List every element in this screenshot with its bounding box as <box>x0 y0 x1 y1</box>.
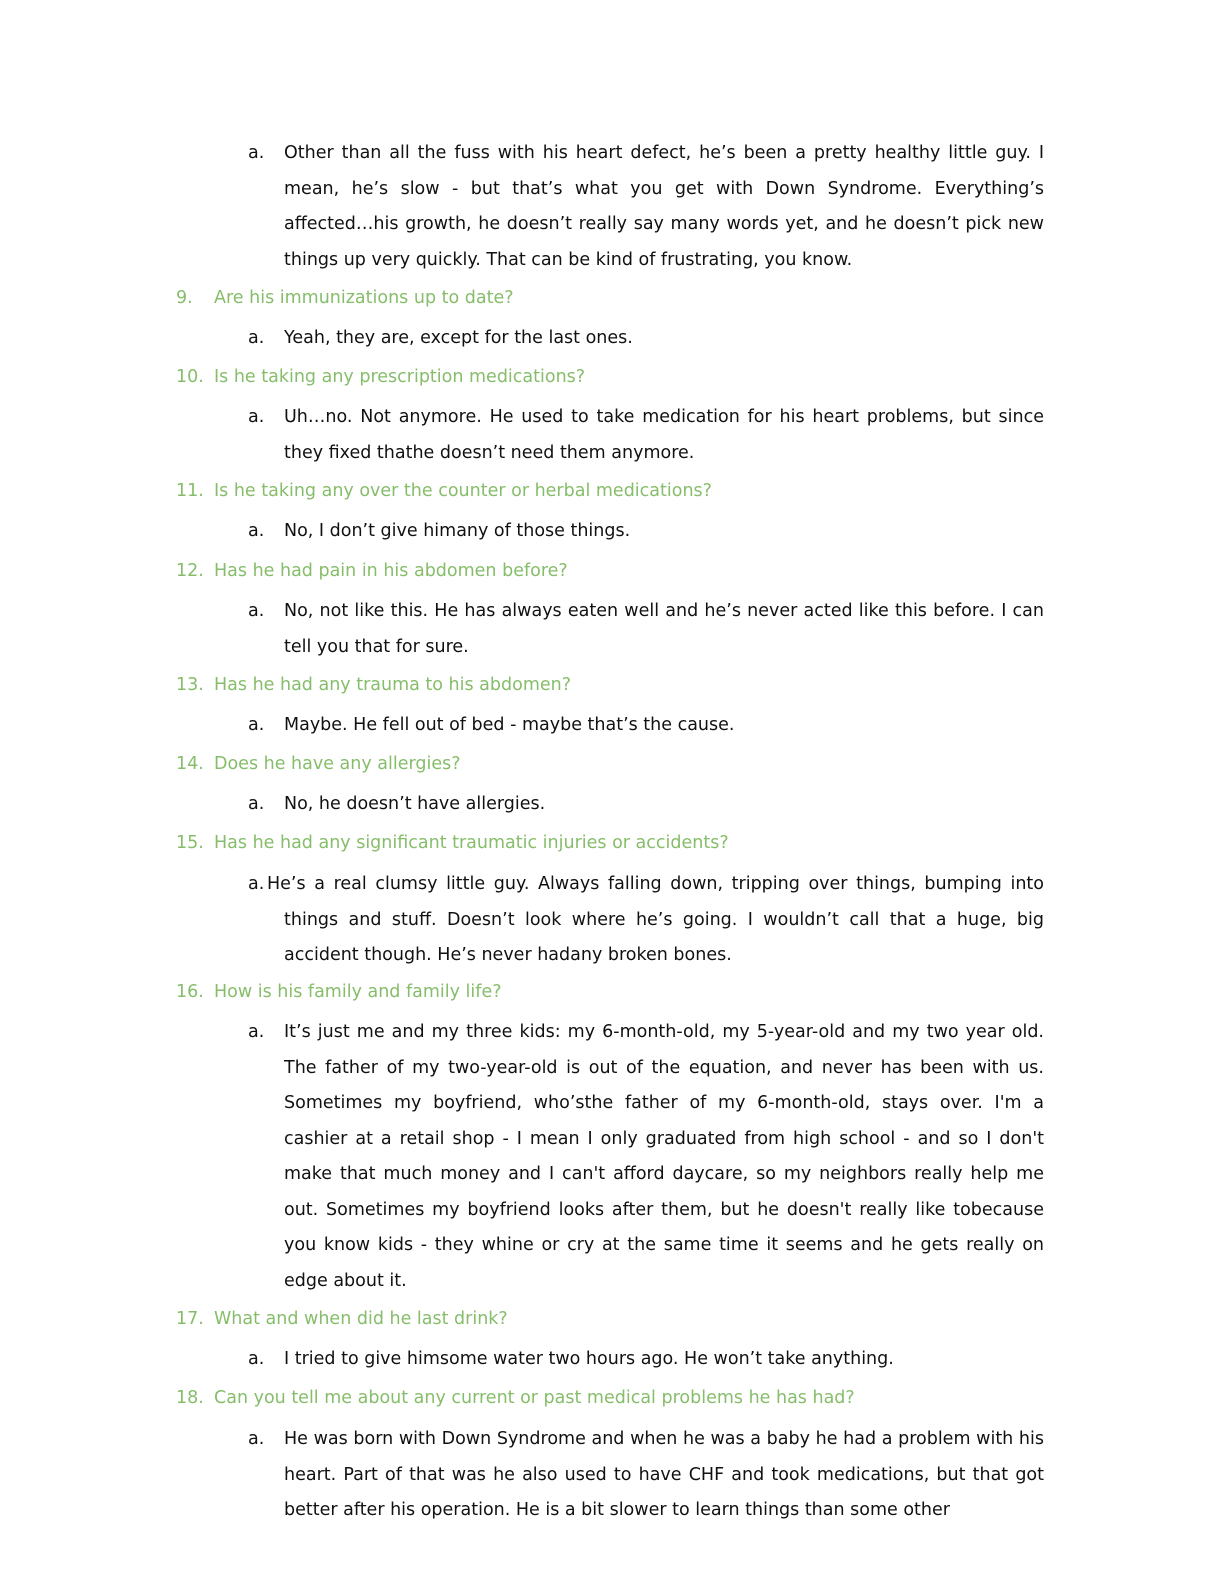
question-text: Has he had any trauma to his abdomen? <box>214 675 572 695</box>
question-number: 14. <box>176 754 204 774</box>
answer-11a <box>248 514 1044 550</box>
answer-label: a. <box>248 143 265 163</box>
answer-text: Maybe. He fell out of bed - maybe that’s the cause. <box>284 715 735 735</box>
answer-label: a. <box>248 1022 265 1042</box>
question-number: 13. <box>176 675 204 695</box>
answer-text: No, I don’t give himany of those things. <box>284 521 631 541</box>
answer-16a <box>248 1015 1044 1299</box>
answer-text: He was born with Down Syndrome and when he was a baby he had a problem with his heart. Part of that was he also used to have CHF and took medications, but that got better after his operation. He is a bit slower to learn things than some other <box>284 1429 1044 1520</box>
answer-text: It’s just me and my three kids: my 6-month-old, my 5-year-old and my two year old. The father of my two-year-old is out of the equation, and never has been with us. Sometimes my boyfriend, who’sthe father of my 6-month-old, stays over. I'm a cashier at a retail shop - I mean I only graduated from high school - and so I don't make that much money and I can't afford daycare, so my neighbors really help me out. Sometimes my boyfriend looks after them, but he doesn't really like tobecause you know kids - they whine or cry at the same time it seems and he gets really on edge about it. <box>284 1022 1044 1291</box>
question-text: Has he had any significant traumatic injuries or accidents? <box>214 833 729 853</box>
answer-8a <box>248 136 1044 278</box>
answer-text: Other than all the fuss with his heart defect, he’s been a pretty healthy little guy. I mean, he’s slow - but that’s what you get with Down Syndrome. Everything’s affected…his growth, he doesn’t really say many words yet, and he doesn’t pick new things up very quickly. That can be kind of frustrating, you know. <box>284 143 1044 270</box>
question-text: What and when did he last drink? <box>214 1309 508 1329</box>
answer-label: a. <box>248 407 265 427</box>
question-number: 17. <box>176 1309 204 1329</box>
answer-label: a. <box>248 1429 265 1449</box>
question-number: 10. <box>176 367 204 387</box>
answer-15a <box>248 867 1044 974</box>
question-number: 16. <box>176 982 204 1002</box>
question-number: 11. <box>176 481 204 501</box>
answer-12a <box>248 594 1044 665</box>
question-text: Can you tell me about any current or past medical problems he has had? <box>214 1388 855 1408</box>
answer-label: a. <box>248 521 265 541</box>
question-number: 9. <box>176 288 193 308</box>
answer-label: a. <box>248 874 265 894</box>
answer-13a <box>248 708 1044 744</box>
answer-text: I tried to give himsome water two hours ago. He won’t take anything. <box>284 1349 894 1369</box>
answer-17a <box>248 1342 1044 1378</box>
question-number: 18. <box>176 1388 204 1408</box>
question-text: Is he taking any over the counter or herbal medications? <box>214 481 712 501</box>
answer-18a <box>248 1422 1044 1529</box>
answer-label: a. <box>248 794 265 814</box>
answer-text: He’s a real clumsy little guy. Always falling down, tripping over things, bumping into things and stuff. Doesn’t look where he’s going. I wouldn’t call that a huge, big accident though. He’s never hadany broken bones. <box>267 874 1044 965</box>
question-text: Does he have any allergies? <box>214 754 461 774</box>
question-number: 15. <box>176 833 204 853</box>
answer-10a <box>248 400 1044 471</box>
question-number: 12. <box>176 561 204 581</box>
answer-text: Uh…no. Not anymore. He used to take medication for his heart problems, but since they fixed thathe doesn’t need them anymore. <box>284 407 1044 463</box>
answer-9a <box>248 321 1044 357</box>
question-text: Has he had pain in his abdomen before? <box>214 561 568 581</box>
question-text: How is his family and family life? <box>214 982 502 1002</box>
answer-text: No, he doesn’t have allergies. <box>284 794 546 814</box>
answer-label: a. <box>248 1349 265 1369</box>
answer-label: a. <box>248 328 265 348</box>
answer-label: a. <box>248 715 265 735</box>
question-text: Are his immunizations up to date? <box>214 288 514 308</box>
answer-text: No, not like this. He has always eaten well and he’s never acted like this before. I can tell you that for sure. <box>284 601 1044 657</box>
answer-label: a. <box>248 601 265 621</box>
question-text: Is he taking any prescription medications? <box>214 367 586 387</box>
answer-14a <box>248 787 1044 823</box>
answer-text: Yeah, they are, except for the last ones. <box>284 328 633 348</box>
